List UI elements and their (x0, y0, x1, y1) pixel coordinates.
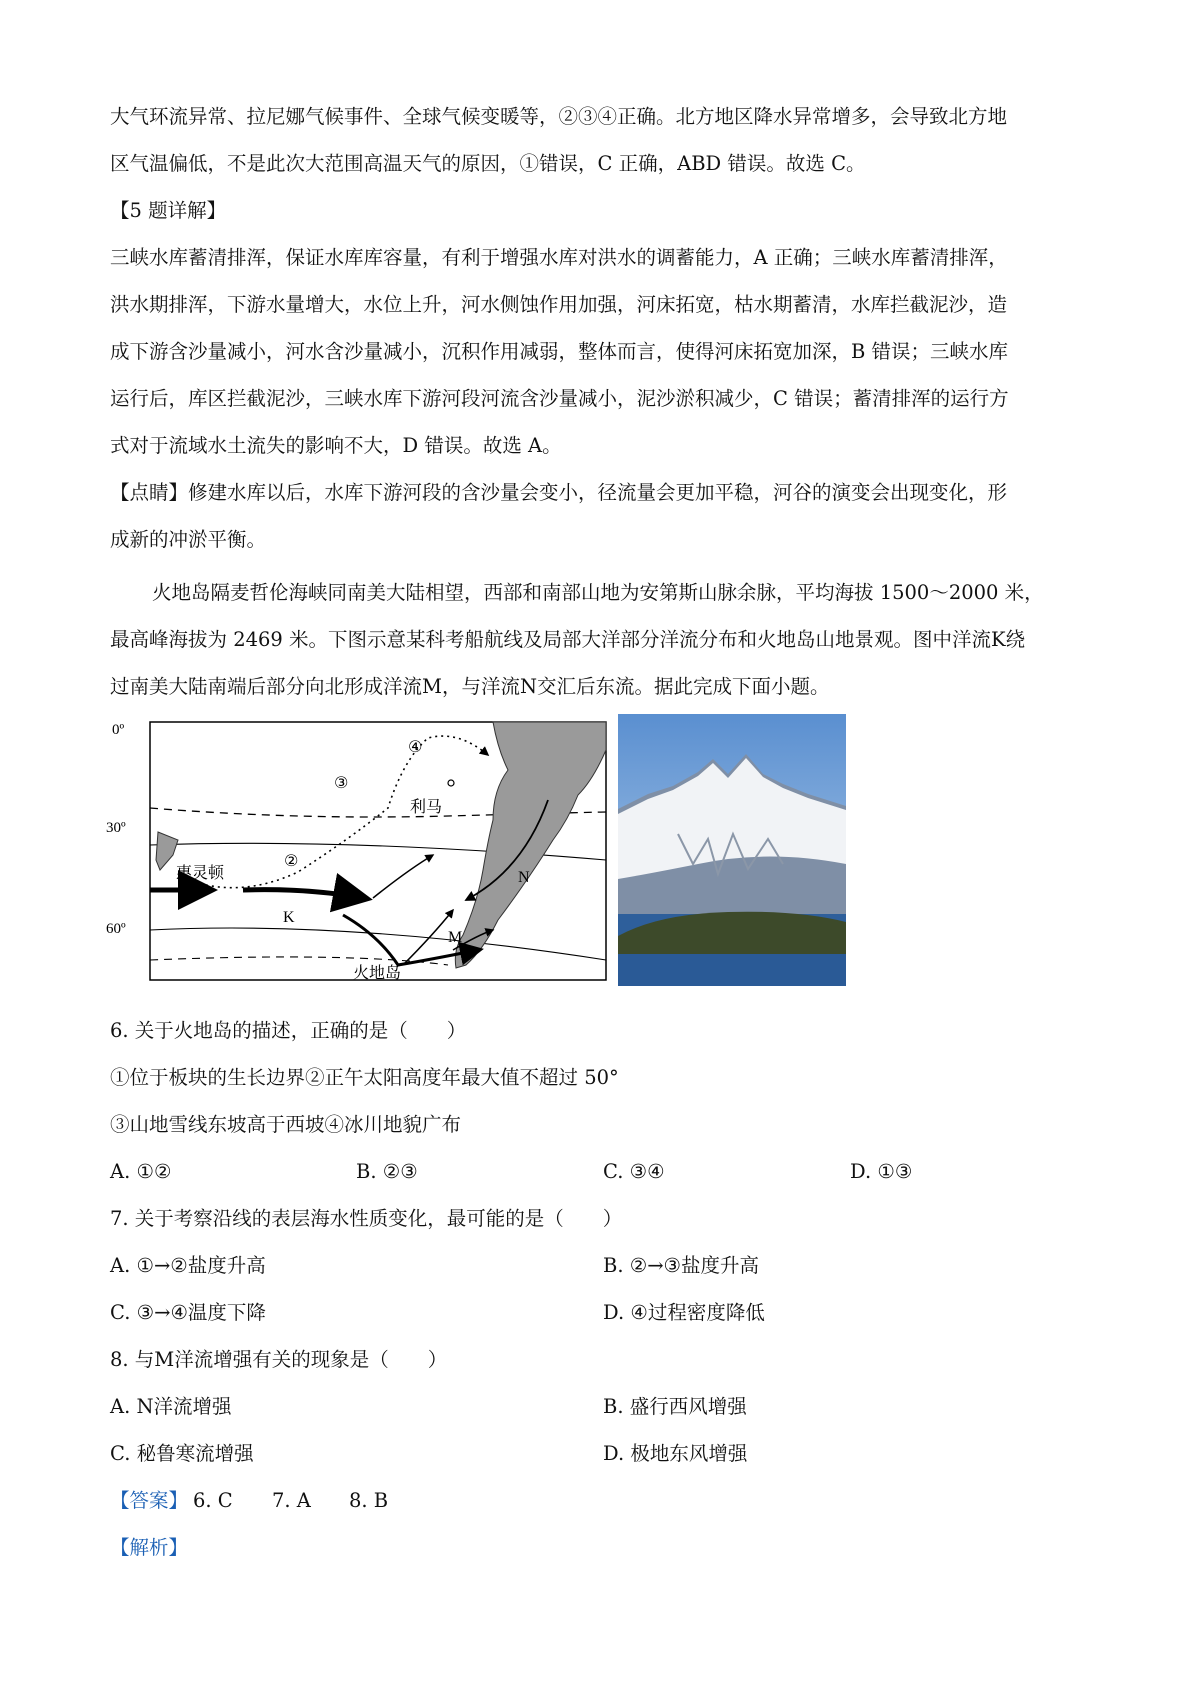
pointer-text: 【点睛】修建水库以后，水库下游河段的含沙量会变小，径流量会更加平稳，河谷的演变会出现变化，形 (110, 481, 1008, 504)
q8-option-d: D. 极地东风增强 (603, 1442, 748, 1465)
lat-0-label: 0º (112, 722, 125, 738)
intro-text: 过南美大陆南端后部分向北形成洋流M，与洋流N交汇后东流。据此完成下面小题。 (110, 675, 830, 698)
text-line: 式对于流域水土流失的影响不大，D 错误。故选 A。 (110, 434, 562, 457)
lat-30-label: 30º (106, 820, 126, 836)
q8-stem: 8. 与M洋流增强有关的现象是（ ） (110, 1348, 448, 1371)
lat-60-label: 60º (106, 921, 126, 937)
tierra-label: 火地岛 (353, 963, 402, 982)
wellington-label: 惠灵顿 (176, 863, 225, 882)
ocean-current-map (106, 720, 608, 982)
answer-8: 8. B (349, 1489, 389, 1512)
q6-statement: ③山地雪线东坡高于西坡④冰川地貌广布 (110, 1113, 462, 1136)
text-line: 大气环流异常、拉尼娜气候事件、全球气候变暖等，②③④正确。北方地区降水异常增多，会导致北方地 (110, 105, 1008, 128)
route-point-4: ④ (408, 737, 423, 756)
q6-option-a: A. ①② (110, 1160, 172, 1183)
text-line: 成下游含沙量减小，河水含沙量减小，沉积作用减弱，整体而言，使得河床拓宽加深，B 错误；三峡水库 (110, 340, 1009, 363)
intro-text: 最高峰海拔为 2469 米。下图示意某科考船航线及局部大洋部分洋流分布和火地岛山地景观。图中洋流K绕 (110, 628, 1026, 651)
route-point-1: ① (190, 881, 205, 900)
answer-6: 6. C (193, 1489, 233, 1512)
n-label: N (518, 869, 530, 886)
answer-7: 7. A (272, 1489, 311, 1512)
lima-label: 利马 (410, 797, 443, 816)
q7-option-d: D. ④过程密度降低 (603, 1301, 765, 1324)
text-line: 三峡水库蓄清排浑，保证水库库容量，有利于增强水库对洪水的调蓄能力，A 正确；三峡水库蓄清排浑， (110, 246, 1008, 269)
q6-option-d: D. ①③ (850, 1160, 913, 1183)
intro-text: 火地岛隔麦哲伦海峡同南美大陆相望，西部和南部山地为安第斯山脉余脉，平均海拔 1500～2000 米， (152, 581, 1044, 604)
pointer-text: 成新的冲淤平衡。 (110, 528, 267, 551)
q8-option-b: B. 盛行西风增强 (603, 1395, 747, 1418)
q7-option-a: A. ①→②盐度升高 (110, 1254, 266, 1277)
q8-option-c: C. 秘鲁寒流增强 (110, 1442, 254, 1465)
k-label: K (283, 909, 295, 926)
section-heading: 【5 题详解】 (110, 199, 227, 222)
text-line: 区气温偏低，不是此次大范围高温天气的原因，①错误，C 正确，ABD 错误。故选 C。 (110, 152, 866, 175)
answer-label: 【答案】 (110, 1489, 189, 1512)
route-point-2: ② (284, 851, 299, 870)
text-line: 运行后，库区拦截泥沙，三峡水库下游河段河流含沙量减小，泥沙淤积减少，C 错误；蓄清排浑的运行方 (110, 387, 1009, 410)
q6-statement: ①位于板块的生长边界②正午太阳高度年最大值不超过 50° (110, 1066, 619, 1089)
q6-option-b: B. ②③ (356, 1160, 418, 1183)
q6-stem: 6. 关于火地岛的描述，正确的是（ ） (110, 1019, 467, 1042)
q7-option-c: C. ③→④温度下降 (110, 1301, 266, 1324)
route-point-3: ③ (334, 773, 349, 792)
analysis-label: 【解析】 (110, 1536, 189, 1559)
q6-option-c: C. ③④ (603, 1160, 665, 1183)
lima-dot (448, 780, 454, 786)
m-label: M (448, 929, 463, 946)
q7-stem: 7. 关于考察沿线的表层海水性质变化，最可能的是（ ） (110, 1207, 623, 1230)
tierra-del-fuego-mountain-photo (618, 714, 846, 986)
q7-option-b: B. ②→③盐度升高 (603, 1254, 760, 1277)
text-line: 洪水期排浑，下游水量增大，水位上升，河水侧蚀作用加强，河床拓宽，枯水期蓄清，水库拦截泥沙，造 (110, 293, 1008, 316)
q8-option-a: A. N洋流增强 (110, 1395, 232, 1418)
